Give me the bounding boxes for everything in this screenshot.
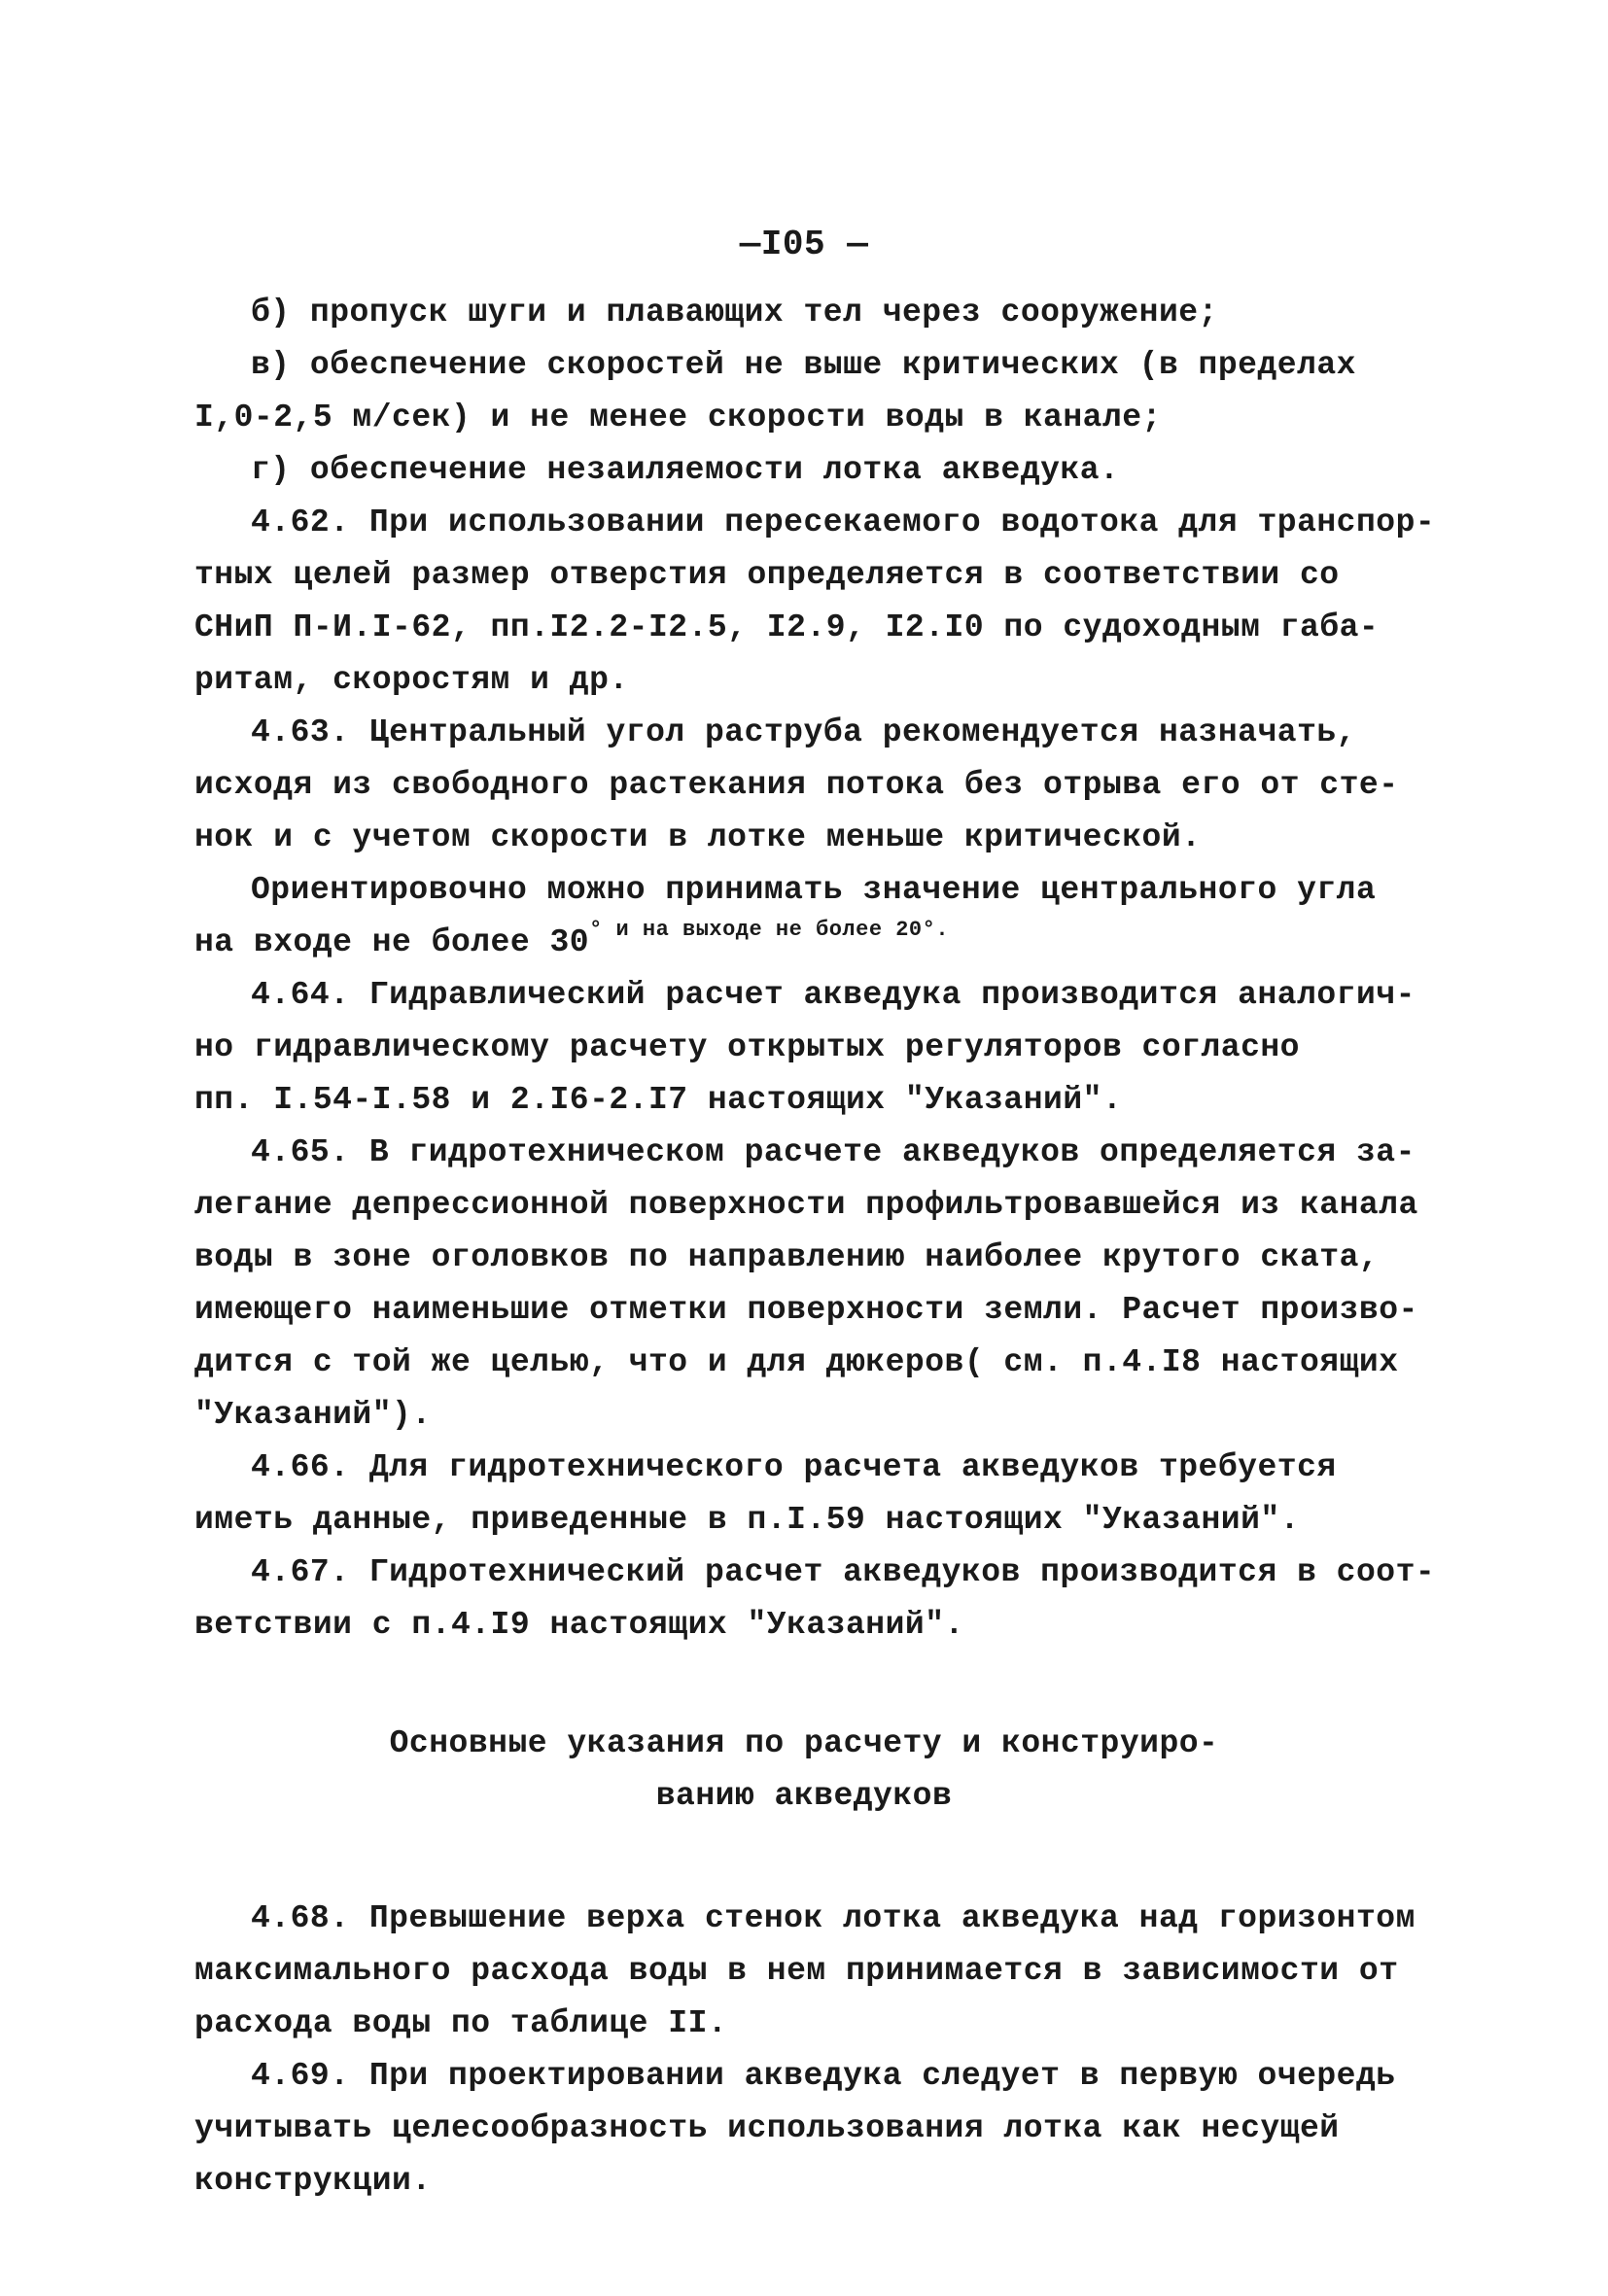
text-line: 4.69. При проектировании акведука следует в первую очередь: [251, 2058, 1396, 2094]
text-line: 4.63. Центральный угол раструба рекомендуется назначать,: [251, 714, 1356, 750]
text-line: воды в зоне оголовков по направлению наиболее крутого ската,: [194, 1239, 1380, 1275]
text-line: ритам, скоростям и др.: [194, 662, 629, 698]
text-line: "Указаний").: [194, 1397, 432, 1433]
text-line: имеющего наименьшие отметки поверхности земли. Расчет произво-: [194, 1292, 1418, 1328]
text-line: ветствии с п.4.I9 настоящих "Указаний".: [194, 1607, 964, 1643]
text-line: нок и с учетом скорости в лотке меньше критической.: [194, 819, 1202, 855]
degree-sign: ° и на выходе не более 20: [589, 918, 923, 942]
text-line: 4.62. При использовании пересекаемого водотока для транспор-: [251, 504, 1436, 540]
section-heading-line: ванию акведуков: [655, 1778, 953, 1814]
text-line: 4.64. Гидравлический расчет акведука производится аналогич-: [251, 977, 1416, 1013]
section-heading-line: Основные указания по расчету и конструиро-: [389, 1725, 1219, 1761]
text-line: но гидравлическому расчету открытых регуляторов согласно: [194, 1029, 1300, 1065]
degree-sign: °.: [922, 918, 950, 942]
text-line: в) обеспечение скоростей не выше критических (в пределах: [251, 347, 1356, 383]
text-line: легание депрессионной поверхности профильтровавшейся из канала: [194, 1187, 1418, 1223]
text-line: дится с той же целью, что и для дюкеров( см. п.4.I8 настоящих: [194, 1344, 1399, 1380]
text-line: 4.65. В гидротехническом расчете акведуков определяется за-: [251, 1134, 1416, 1170]
text-line: максимального расхода воды в нем принимается в зависимости от: [194, 1953, 1399, 1989]
text-line: [194, 920, 949, 966]
text-line: иметь данные, приведенные в п.I.59 настоящих "Указаний".: [194, 1502, 1300, 1538]
text-line: конструкции.: [194, 2163, 432, 2199]
text-line: исходя из свободного растекания потока без отрыва его от сте-: [194, 767, 1399, 803]
text-line: 4.67. Гидротехнический расчет акведуков производится в соот-: [251, 1554, 1436, 1590]
text-line: 4.66. Для гидротехнического расчета акведуков требуется: [251, 1449, 1337, 1485]
text-line: пп. I.54-I.58 и 2.I6-2.I7 настоящих "Указаний".: [194, 1082, 1123, 1118]
text-line: г) обеспечение незаиляемости лотка акведука.: [251, 452, 1120, 488]
text-line: расхода воды по таблице II.: [194, 2005, 728, 2041]
text-fragment: на входе не более 30: [194, 924, 590, 960]
text-line: Ориентировочно можно принимать значение центрального угла: [251, 872, 1377, 908]
text-line: тных целей размер отверстия определяется в соответствии со: [194, 557, 1340, 593]
text-line: I,0-2,5 м/сек) и не менее скорости воды в канале;: [194, 400, 1162, 435]
text-line: СНиП П-И.I-62, пп.I2.2-I2.5, I2.9, I2.I0 по судоходным габа-: [194, 609, 1380, 645]
text-line: 4.68. Превышение верха стенок лотка акведука над горизонтом: [251, 1900, 1416, 1936]
text-line: учитывать целесообразность использования лотка как несущей: [194, 2110, 1340, 2146]
page-number: —I05 —: [739, 225, 869, 264]
text-line: б) пропуск шуги и плавающих тел через сооружение;: [251, 295, 1218, 330]
